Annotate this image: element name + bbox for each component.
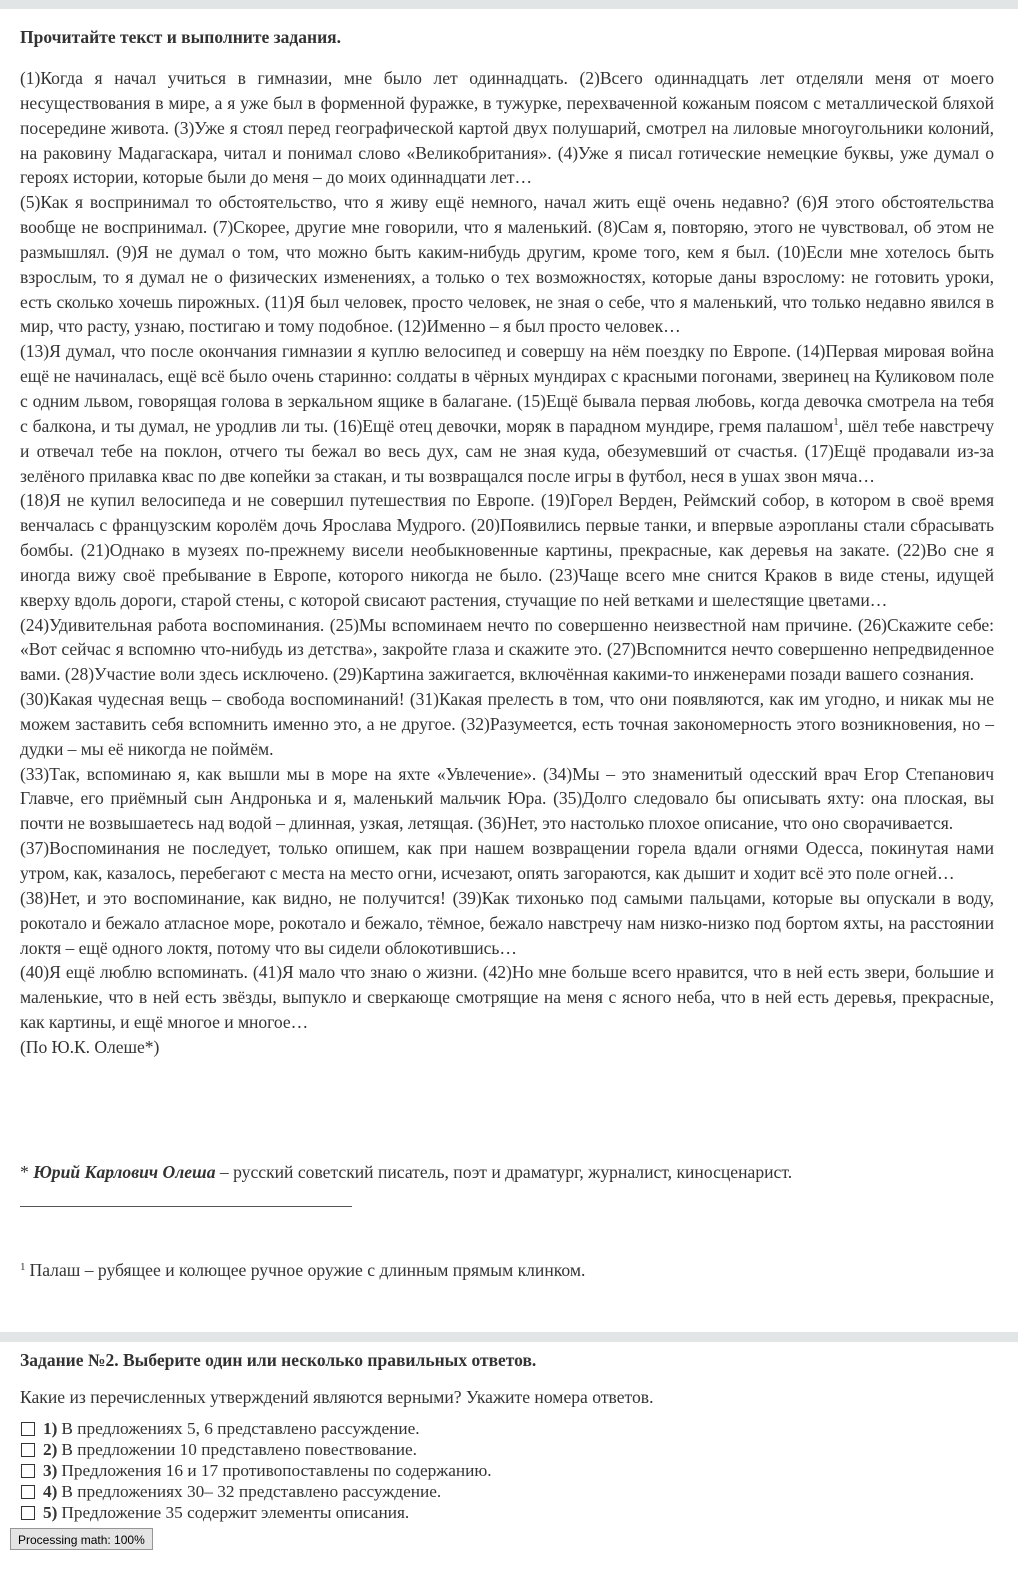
author-note-marker: *	[20, 1162, 34, 1182]
source-attribution: (По Ю.К. Олеше*)	[20, 1036, 160, 1057]
checkbox-icon[interactable]	[21, 1464, 35, 1478]
paragraph-4: (18)Я не купил велосипеда и не совершил путешествия по Европе. (19)Горел Верден, Реймский собор, в котором в своё время венчалась с французским королём дочь Ярослава Мудрого. (20)Появились первые танки, и впервые аэропланы стали сбрасывать бомбы. (21)Однако в музеях по-прежнему висели необыкновенные картины, прекрасные, как деревья на закате. (22)Во сне я иногда вижу своё пребывание в Европе, которого никогда не было. (23)Чаще всего мне снится Краков в виде стены, идущей кверху вдоль дороги, старой стены, с которой свисают растения, стучащие по ней ветками и шелестящие цветами…	[20, 490, 994, 610]
footnote-divider	[20, 1206, 352, 1207]
author-note	[20, 1162, 994, 1183]
option-1[interactable]	[20, 1418, 994, 1439]
option-text: В предложениях 30– 32 представлено рассуждение.	[61, 1481, 442, 1501]
paragraph-7: (33)Так, вспоминаю я, как вышли мы в море на яхте «Увлечение». (34)Мы – это знаменитый одесский врач Егор Степанович Главче, его приёмный сын Андронька и я, маленький мальчик Юра. (35)Долго следовало бы описывать яхту: она плоская, вы почти не возвышаетесь над водой – длинная, узкая, летящая. (36)Нет, это настолько плохое описание, что оно сворачивается.	[20, 763, 994, 834]
paragraph-10: (40)Я ещё люблю вспоминать. (41)Я мало что знаю о жизни. (42)Но мне больше всего нравится, что в ней есть звери, большие и маленькие, что в ней есть звёзды, выпукло и сверкающе смотрящие на меня с ясного неба, что в ней есть деревья, прекрасные, как картины, и ещё многое и многое…	[20, 962, 994, 1033]
option-number: 1)	[43, 1418, 58, 1438]
option-number: 4)	[43, 1481, 58, 1501]
option-text: В предложениях 5, 6 представлено рассуждение.	[61, 1418, 420, 1438]
option-text: В предложении 10 представлено повествование.	[61, 1439, 417, 1459]
footnote-text: Палаш – рубящее и колющее ручное оружие с длинным прямым клинком.	[29, 1260, 586, 1280]
footnote	[20, 1260, 994, 1281]
reading-text	[20, 66, 994, 1060]
paragraph-5: (24)Удивительная работа воспоминания. (25)Мы вспоминаем нечто по совершенно неизвестной нам причине. (26)Скажите себе: «Вот сейчас я вспомню что-нибудь из детства», закройте глаза и скажите это. (27)Вспомнится нечто совершенно непредвиденное вами. (28)Участие воли здесь исключено. (29)Картина зажигается, включённая какими-то инженерами позади вашего сознания.	[20, 614, 994, 685]
section-separator-bar	[0, 1332, 1018, 1342]
option-number: 5)	[43, 1502, 58, 1522]
option-text: Предложения 16 и 17 противопоставлены по содержанию.	[61, 1460, 492, 1480]
option-3[interactable]	[20, 1460, 994, 1481]
option-5[interactable]	[20, 1502, 994, 1523]
task2-question: Какие из перечисленных утверждений являются верными? Укажите номера ответов.	[20, 1387, 654, 1407]
top-separator-bar	[0, 0, 1018, 9]
checkbox-icon[interactable]	[21, 1485, 35, 1499]
checkbox-icon[interactable]	[21, 1422, 35, 1436]
checkbox-icon[interactable]	[21, 1443, 35, 1457]
paragraph-1: (1)Когда я начал учиться в гимназии, мне было лет одиннадцать. (2)Всего одиннадцать лет отделяли меня от моего несуществования в мире, а я уже был в форменной фуражке, в тужурке, перехваченной кожаным поясом с металлической бляхой посередине живота. (3)Уже я стоял перед географической картой двух полушарий, смотрел на лиловые многоугольники колоний, на раковину Мадагаскара, читал и понимал слово «Великобритания». (4)Уже я писал готические немецкие буквы, уже думал о героях истории, которые были до меня – до моих одиннадцати лет…	[20, 68, 994, 188]
paragraph-3-part-1: (13)Я думал, что после окончания гимназии я куплю велосипед и совершу на нём поездку по Европе. (14)Первая мировая война ещё не начиналась, ещё всё было очень старинно: солдаты в чёрных мундирах с красными погонами, зверинец на Куликовом поле с одним львом, говорящая голова в зеркальном ящике в балагане. (15)Ещё бывала первая любовь, когда девочка смотрела на тебя с балкона, и ты думал, не уродлив ли ты. (16)Ещё отец девочки, моряк в парадном мундире, гремя палашом	[20, 341, 994, 436]
footnote-number: 1	[20, 1261, 26, 1273]
paragraph-6: (30)Какая чудесная вещь – свобода воспоминаний! (31)Какая прелесть в том, что они появляются, как им угодно, и никак мы не можем заставить себя вспомнить именно это, а не другое. (32)Разумеется, есть точная закономерность этого возникновения, но – дудки – мы её никогда не поймём.	[20, 689, 994, 759]
footnote-ref: 1	[833, 415, 839, 428]
paragraph-9: (38)Нет, и это воспоминание, как видно, не получится! (39)Как тихонько под самыми пальцами, которые вы опускали в воду, рокотало и бежало атласное море, рокотало и бежало, тёмное, бежало навстречу нам низко-низко под бортом яхты, на расстоянии локтя – ещё одного локтя, потому что вы сидели облокотившись…	[20, 887, 994, 958]
paragraph-3-part-2: , шёл тебе навстречу и отвечал тебе на поклон, отчего ты бежал во весь дух, сам не зная куда, обезумевший от счастья. (17)Ещё продавали из-за зелёного прилавка квас по две копейки за стакан, и ты возвращался после игры в футбол, неся в ушах звон мяча…	[20, 415, 994, 486]
paragraph-2: (5)Как я воспринимал то обстоятельство, что я живу ещё немного, начал жить ещё очень недавно? (6)Я этого обстоятельства вообще не воспринимал. (7)Скорее, другие мне говорили, что я маленький. (8)Сам я, повторяю, этого не чувствовал, об этом не размышлял. (9)Я не думал о том, что можно быть каким-нибудь другим, кроме того, кем я был. (10)Если мне хотелось быть взрослым, то я думал не о физических изменениях, а только о тех возможностях, которые даны взрослому: не готовить уроки, есть сколько хочешь пирожных. (11)Я был человек, просто человек, не зная о себе, что я маленький, что только недавно явился в мир, что расту, узнаю, постигаю и тому подобное. (12)Именно – я был просто человек…	[20, 192, 994, 337]
task1-heading: Прочитайте текст и выполните задания.	[20, 27, 342, 47]
option-text: Предложение 35 содержит элементы описания.	[61, 1502, 410, 1522]
processing-math-status: Processing math: 100%	[10, 1528, 153, 1550]
option-number: 3)	[43, 1460, 58, 1480]
option-number: 2)	[43, 1439, 58, 1459]
checkbox-icon[interactable]	[21, 1506, 35, 1520]
option-2[interactable]	[20, 1439, 994, 1460]
option-4[interactable]	[20, 1481, 994, 1502]
author-name: Юрий Карлович Олеша	[33, 1162, 216, 1182]
paragraph-8: (37)Воспоминания не последует, только опишем, как при нашем возвращении горела вдали огнями Одесса, покинутая нами утром, как, казалось, перебегают с места на место огни, исчезают, опять загораются, как дышит и ходит всё это поле огней…	[20, 838, 994, 883]
answer-options	[20, 1418, 994, 1523]
task2-heading: Задание №2. Выберите один или несколько правильных ответов.	[20, 1350, 537, 1370]
author-description: – русский советский писатель, поэт и драматург, журналист, киносценарист.	[215, 1162, 793, 1182]
paragraph-3	[20, 339, 994, 488]
